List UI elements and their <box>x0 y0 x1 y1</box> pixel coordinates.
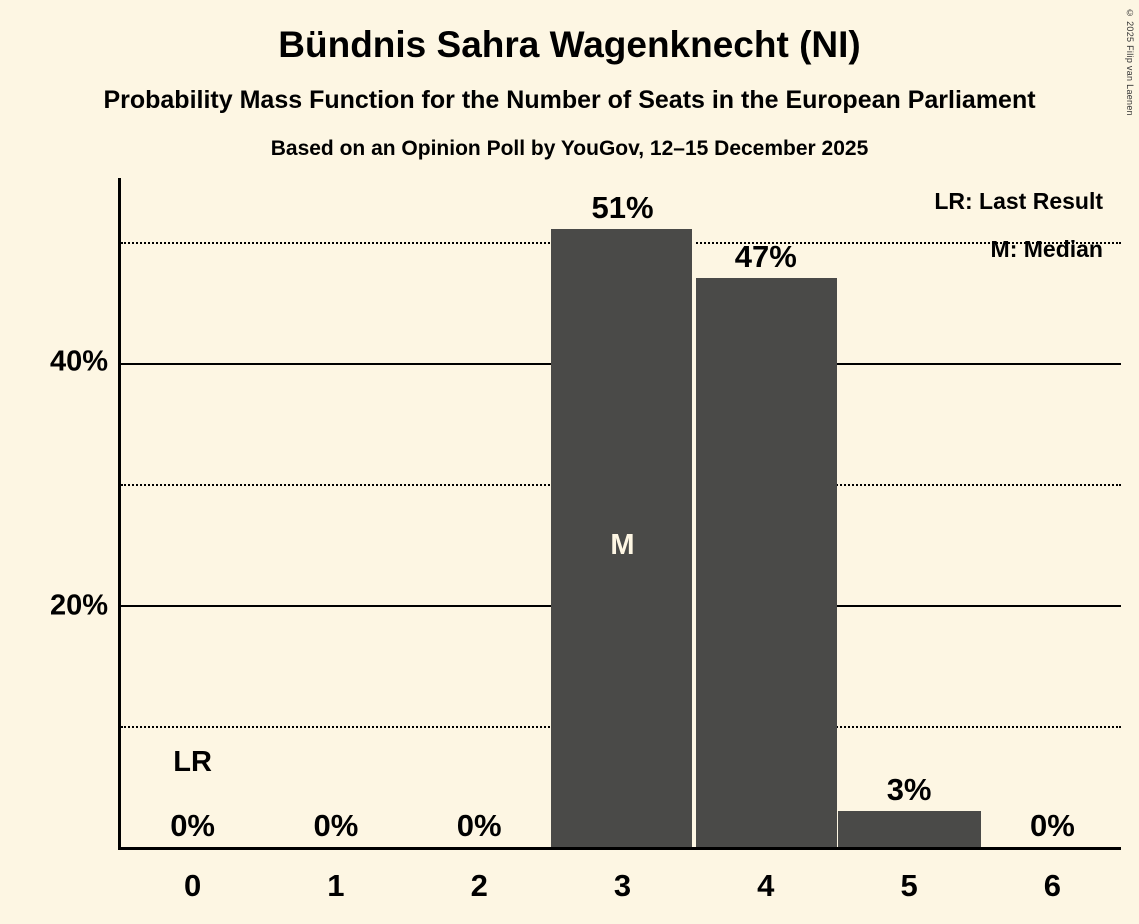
x-tick-label-5: 5 <box>900 868 918 903</box>
x-tick-label-2: 2 <box>470 868 488 903</box>
bar-value-seat-4: 47% <box>734 239 797 274</box>
bar-value-seat-0: 0% <box>170 808 215 843</box>
bar-seat-4 <box>694 278 837 847</box>
chart-source-note: Based on an Opinion Poll by YouGov, 12–15 December 2025 <box>270 137 869 160</box>
y-tick-label-20: 20% <box>49 589 108 622</box>
x-tick-label-6: 6 <box>1043 868 1062 903</box>
bar-value-seat-2: 0% <box>456 808 502 843</box>
bar-value-seat-5: 3% <box>886 772 932 807</box>
bar-value-seat-3: 51% <box>591 190 654 225</box>
x-tick-label-3: 3 <box>613 868 632 903</box>
bar-value-seat-6: 0% <box>1029 808 1075 843</box>
x-tick-label-1: 1 <box>327 868 345 903</box>
x-tick-label-4: 4 <box>757 868 775 903</box>
chart-subtitle: Probability Mass Function for the Number of Seats in the European Parliament <box>103 86 1036 114</box>
legend-median: M: Median <box>990 236 1103 262</box>
bar-value-seat-1: 0% <box>313 808 359 843</box>
x-tick-label-0: 0 <box>183 868 202 903</box>
median-marker: M <box>610 529 635 561</box>
last-result-marker: LR <box>173 746 212 778</box>
y-axis-ticks <box>0 178 108 850</box>
y-tick-label-40: 40% <box>49 345 108 378</box>
bar-separator <box>692 229 696 847</box>
y-axis-line <box>118 178 121 850</box>
legend-last-result: LR: Last Result <box>934 188 1103 214</box>
bar-seat-5 <box>838 811 981 847</box>
x-axis-line <box>118 847 1121 850</box>
copyright-notice: © 2025 Filip van Laenen <box>1125 8 1135 116</box>
plot-area <box>118 178 1121 903</box>
page-title: Bündnis Sahra Wagenknecht (NI) <box>278 24 861 65</box>
